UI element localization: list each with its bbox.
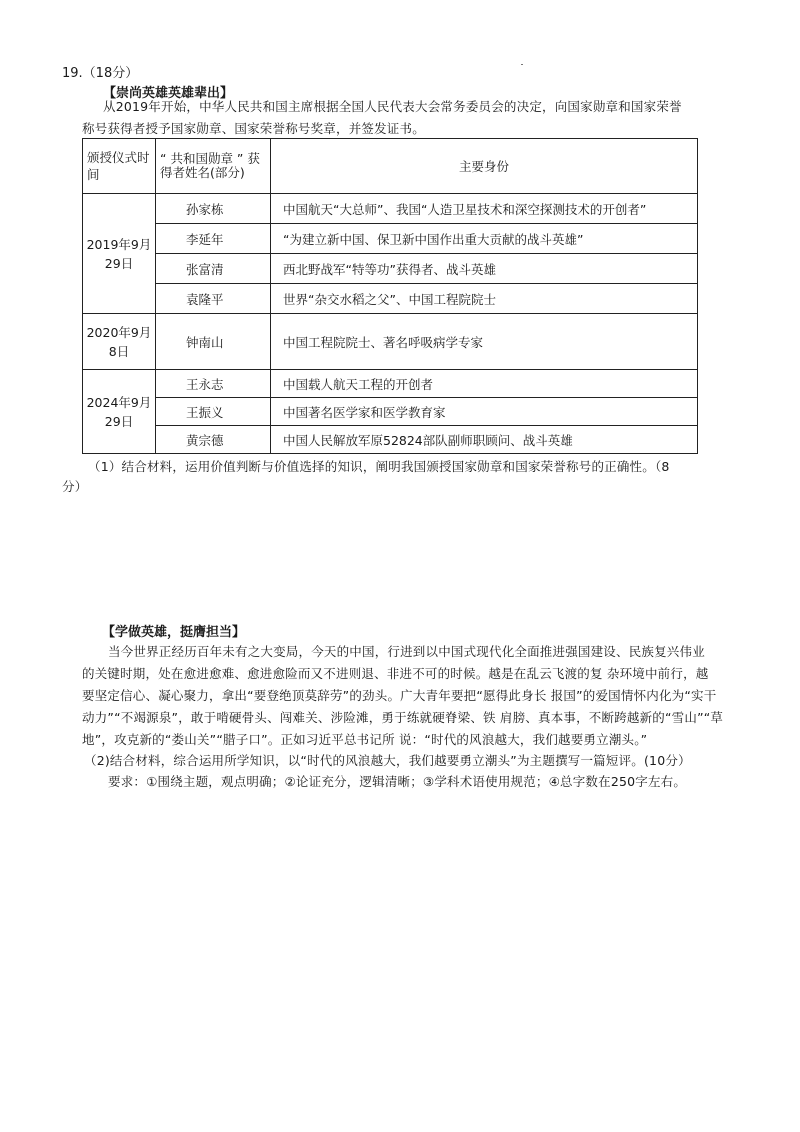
section2-line: 要坚定信心、凝心聚力，拿出“要登绝顶莫辞劳”的劲头。广大青年要把“愿得此身长 报国”的爱国情怀内化为“实干: [82, 688, 717, 703]
name-cell: 袁隆平: [156, 284, 271, 314]
name-cell: 黄宗德: [156, 426, 271, 454]
table-header-row: [83, 139, 698, 194]
q2-line1: （2)结合材料，综合运用所学知识，以“时代的风浪越大，我们越要勇立潮头”为主题撰写一篇短评。(10分）: [84, 753, 691, 768]
table-row: [83, 254, 698, 284]
table-row: [83, 314, 698, 370]
table-row: [83, 370, 698, 398]
section2-line: 地”，攻克新的“娄山关”“腊子口”。正如习近平总书记所 说：“时代的风浪越大，我们越要勇立潮头。”: [82, 732, 648, 747]
identity-cell: 世界“杂交水稻之父”、中国工程院院士: [271, 284, 698, 314]
section2-line: 的关键时期，处在愈进愈难、愈进愈险而又不进则退、非进不可的时候。越是在乱云飞渡的复 杂环境中前行，越: [82, 666, 709, 681]
identity-cell: 中国人民解放军原52824部队副师职顾问、战斗英雄: [271, 426, 698, 454]
identity-cell: 中国航天“大总师”、我国“人造卫星技术和深空探测技术的开创者”: [271, 194, 698, 224]
question-number: 19.（18分）: [62, 66, 139, 81]
date-cell: 2024年9月29日: [83, 370, 156, 454]
date-cell: 2019年9月29日: [83, 194, 156, 314]
q2-line2: 要求：①围绕主题，观点明确；②论证充分，逻辑清晰；③学科术语使用规范；④总字数在250字左右。: [108, 774, 687, 789]
table-row: [83, 426, 698, 454]
name-cell: 王永志: [156, 370, 271, 398]
scan-dot: [521, 64, 523, 65]
table-row: [83, 194, 698, 224]
section1-title: 【崇尚英雄英雄辈出】: [103, 86, 234, 101]
identity-cell: 中国载人航天工程的开创者: [271, 370, 698, 398]
name-cell: 孙家栋: [156, 194, 271, 224]
header-identity: 主要身份: [271, 139, 698, 194]
table-row: [83, 224, 698, 254]
identity-cell: 中国著名医学家和医学教育家: [271, 398, 698, 426]
q1-line1: （1）结合材料，运用价值判断与价值选择的知识，阐明我国颁授国家勋章和国家荣誉称号的正确性。（8: [88, 459, 670, 474]
header-name: “ 共和国勋章 ” 获得者姓名(部分): [156, 139, 271, 194]
section2-title: 【学做英雄，挺膺担当】: [102, 625, 246, 640]
section2-line: 动力”“不竭源泉”，敢于啃硬骨头、闯难关、涉险滩，勇于练就硬脊梁、铁 肩膀、真本事，不断跨越新的“雪山”“草: [82, 710, 724, 725]
table-row: [83, 398, 698, 426]
section2-line: 当今世界正经历百年未有之大变局，今天的中国，行进到以中国式现代化全面推进强国建设、民族复兴伟业: [108, 644, 705, 659]
section1-intro-line1: 从2019年开始，中华人民共和国主席根据全国人民代表大会常务委员会的决定，向国家勋章和国家荣誉: [103, 99, 682, 114]
date-cell: 2020年9月8日: [83, 314, 156, 370]
identity-cell: 西北野战军“特等功”获得者、战斗英雄: [271, 254, 698, 284]
name-cell: 钟南山: [156, 314, 271, 370]
section1-intro-line2: 称号获得者授予国家勋章、国家荣誉称号奖章，并签发证书。: [82, 121, 425, 136]
name-cell: 张富清: [156, 254, 271, 284]
identity-cell: 中国工程院院士、著名呼吸病学专家: [271, 314, 698, 370]
identity-cell: “为建立新中国、保卫新中国作出重大贡献的战斗英雄”: [271, 224, 698, 254]
honor-table: [82, 138, 698, 454]
header-date: 颁授仪式时间: [83, 139, 156, 194]
table-row: [83, 284, 698, 314]
name-cell: 王振义: [156, 398, 271, 426]
q1-line2: 分）: [62, 479, 88, 494]
name-cell: 李延年: [156, 224, 271, 254]
